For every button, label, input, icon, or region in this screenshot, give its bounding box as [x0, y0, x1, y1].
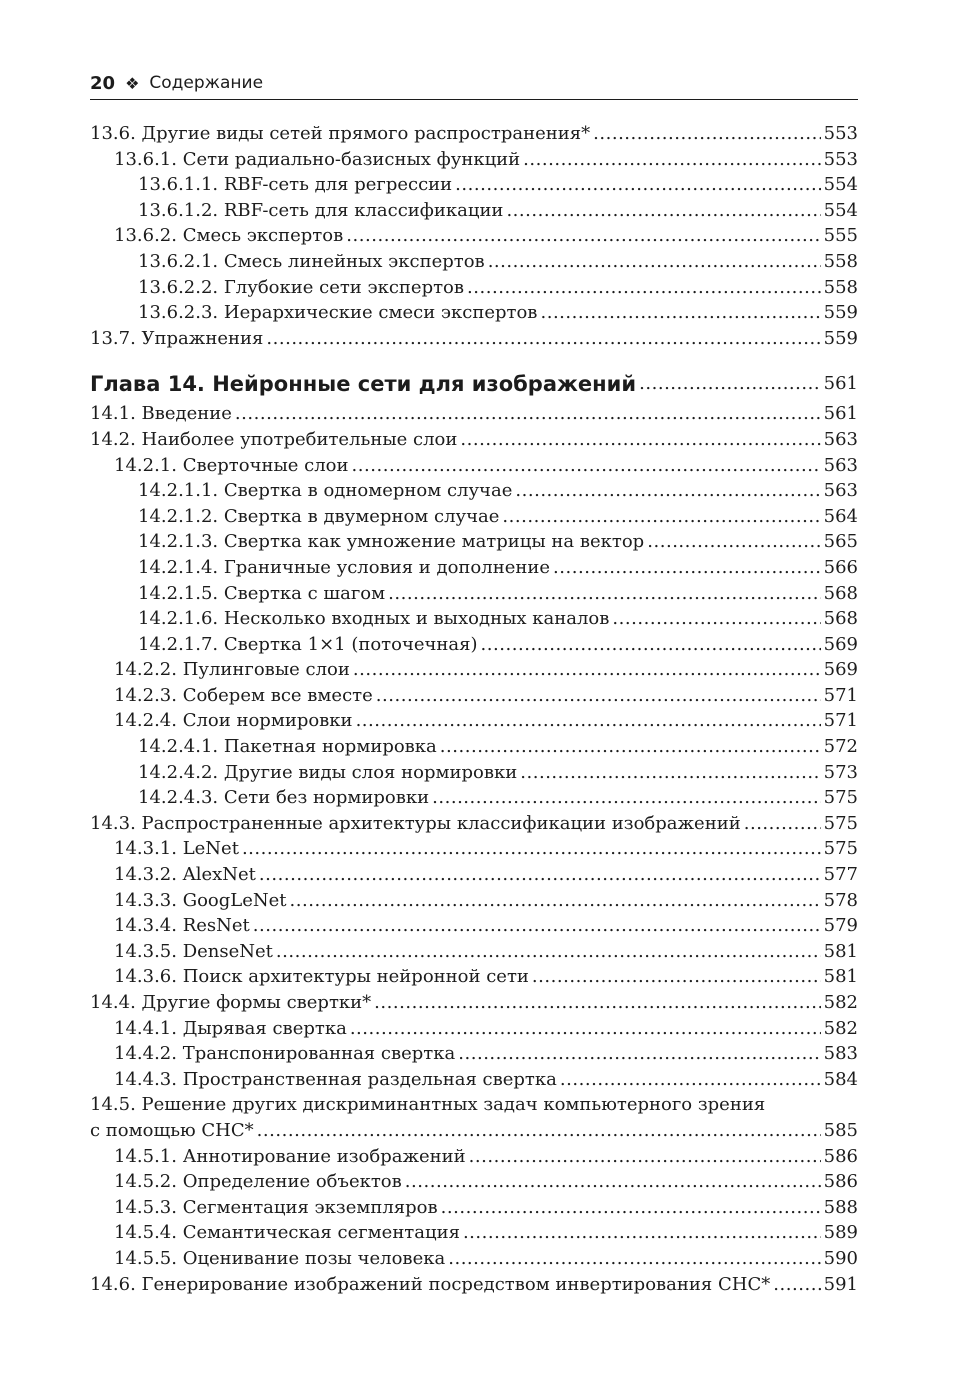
dot-leader	[405, 1169, 821, 1195]
toc-entry-title: 14.3.1. LeNet	[114, 838, 239, 860]
ornament-icon: ❖	[125, 73, 140, 93]
toc-entry-title: 14.2.1.3. Свертка как умножение матрицы на вектор	[138, 531, 645, 553]
dot-leader	[432, 785, 821, 811]
toc-page-number: 571	[823, 710, 858, 732]
toc-page-number: 569	[823, 659, 858, 681]
toc-entry[interactable]	[90, 1246, 858, 1272]
toc-page-number: 575	[823, 787, 858, 809]
dot-leader	[346, 223, 820, 249]
header-rule	[90, 99, 858, 100]
toc-entry-title: 14.1. Введение	[90, 403, 232, 425]
toc-page-number: 563	[823, 480, 858, 502]
toc-entry[interactable]	[90, 1272, 858, 1298]
dot-leader	[253, 913, 821, 939]
toc-page-number: 558	[823, 276, 858, 298]
dot-leader	[266, 326, 820, 352]
dot-leader	[235, 401, 821, 427]
toc-entry-title: 13.6. Другие виды сетей прямого распространения*	[90, 123, 591, 144]
dot-leader	[520, 760, 820, 786]
toc-page-number: 586	[823, 1171, 858, 1193]
dot-leader	[502, 504, 820, 530]
dot-leader	[463, 1220, 821, 1246]
dot-leader	[467, 275, 821, 301]
toc-page-number: 565	[823, 531, 858, 553]
toc-page-number: 568	[823, 608, 858, 630]
dot-leader	[290, 888, 821, 914]
dot-leader	[540, 300, 820, 326]
toc-chapter-entry[interactable]	[90, 351, 858, 401]
toc-entry[interactable]	[90, 147, 858, 173]
dot-leader	[481, 632, 821, 658]
toc-entry-title: 13.6.2.2. Глубокие сети экспертов	[138, 276, 465, 298]
toc-entry[interactable]	[90, 172, 858, 198]
toc-entry-title: 14.3.2. AlexNet	[114, 864, 256, 886]
toc-page-number: 561	[823, 403, 858, 425]
toc-entry[interactable]	[90, 198, 858, 224]
toc-entry[interactable]	[90, 657, 858, 683]
dot-leader	[276, 939, 821, 965]
toc-entry-title: 14.4.3. Пространственная раздельная свертка	[114, 1068, 557, 1090]
toc-entry[interactable]	[90, 478, 858, 504]
dot-leader	[744, 811, 821, 837]
toc-page-number: 585	[823, 1119, 858, 1141]
toc-entry-title: 13.6.2.1. Смесь линейных экспертов	[138, 250, 485, 272]
dot-leader	[488, 249, 821, 275]
toc-page-number: 583	[823, 1043, 858, 1065]
toc-entry[interactable]	[90, 606, 858, 632]
toc-entry[interactable]	[90, 1041, 858, 1067]
toc-entry-title: 14.2.1.1. Свертка в одномерном случае	[138, 480, 513, 502]
page-number: 20	[90, 72, 116, 94]
toc-entry[interactable]	[90, 939, 858, 965]
dot-leader	[553, 555, 821, 581]
toc-entry-title: 13.6.2.3. Иерархические смеси экспертов	[138, 302, 538, 324]
toc-entry[interactable]	[90, 836, 858, 862]
toc-entry[interactable]	[90, 990, 858, 1016]
toc-entry-title: 14.2.1. Сверточные слои	[114, 454, 349, 476]
toc-entry-title: 14.4.2. Транспонированная свертка	[114, 1043, 456, 1065]
dot-leader	[441, 1195, 821, 1221]
toc-entry-title: 13.6.1. Сети радиально-базисных функций	[114, 148, 521, 170]
toc-entry-title: 14.5. Решение других дискриминантных задач компьютерного зрения	[90, 1094, 766, 1116]
dot-leader	[356, 708, 821, 734]
toc-page-number: 586	[823, 1145, 858, 1167]
toc-entry[interactable]	[90, 555, 858, 581]
toc-entry[interactable]	[90, 1195, 858, 1221]
running-title: Содержание	[149, 73, 264, 93]
toc-entry-title: Глава 14. Нейронные сети для изображений	[90, 372, 637, 397]
toc-entry[interactable]	[90, 326, 858, 352]
toc-entry-title: 14.5.4. Семантическая сегментация	[114, 1222, 460, 1244]
toc-entry-title: 14.2.1.4. Граничные условия и дополнение	[138, 556, 550, 578]
toc-entry[interactable]	[90, 708, 858, 734]
toc-page-number: 571	[823, 684, 858, 706]
toc-entry[interactable]	[90, 300, 858, 326]
toc-entry[interactable]	[90, 1144, 858, 1170]
dot-leader	[612, 606, 820, 632]
toc-page-number: 584	[823, 1068, 858, 1090]
toc-entry[interactable]	[90, 888, 858, 914]
toc-entry[interactable]	[90, 504, 858, 530]
toc-page-number: 577	[823, 864, 858, 886]
toc-page-number: 588	[823, 1196, 858, 1218]
toc-page-number: 553	[823, 148, 858, 170]
toc-entry-title: 14.2.1.7. Свертка 1×1 (поточечная)	[138, 633, 478, 655]
toc-page-number: 591	[823, 1273, 858, 1295]
toc-entry-title: 13.6.2. Смесь экспертов	[114, 225, 344, 247]
toc-entry-title: 14.5.2. Определение объектов	[114, 1171, 402, 1193]
toc-entry[interactable]	[90, 785, 858, 811]
toc-entry[interactable]	[90, 427, 858, 453]
toc-entry[interactable]	[90, 964, 858, 990]
toc-entry[interactable]	[90, 1016, 858, 1042]
toc-entry[interactable]	[90, 275, 858, 301]
toc-entry-title: с помощью СНС*	[90, 1119, 254, 1141]
dot-leader	[515, 478, 820, 504]
toc-page-number: 575	[823, 812, 858, 834]
toc-page-number: 581	[823, 940, 858, 962]
toc-page-number: 559	[823, 327, 858, 349]
toc-page-number: 578	[823, 889, 858, 911]
toc-entry[interactable]	[90, 760, 858, 786]
toc-page-number: 554	[823, 174, 858, 196]
toc-page-number: 563	[823, 454, 858, 476]
toc-entry-title: 14.3.5. DenseNet	[114, 940, 273, 962]
toc-page-number: 558	[823, 250, 858, 272]
dot-leader	[773, 1272, 820, 1298]
dot-leader	[647, 529, 820, 555]
toc-page-number: 563	[823, 428, 858, 450]
toc-entry-title: 14.2.4.1. Пакетная нормировка	[138, 736, 437, 758]
toc-entry-title: 14.2.4. Слои нормировки	[114, 710, 353, 732]
toc-entry-title: 14.2. Наиболее употребительные слои	[90, 428, 458, 450]
dot-leader	[259, 862, 821, 888]
toc-entry[interactable]	[90, 811, 858, 837]
table-of-contents	[90, 121, 858, 1297]
dot-leader	[388, 581, 820, 607]
toc-page-number: 566	[823, 556, 858, 578]
running-header	[90, 70, 858, 96]
toc-entry-title: 14.3.4. ResNet	[114, 915, 250, 937]
toc-entry[interactable]	[90, 913, 858, 939]
dot-leader	[460, 427, 820, 453]
toc-page-number: 554	[823, 199, 858, 221]
toc-entry-title: 14.2.1.5. Свертка с шагом	[138, 582, 386, 604]
toc-page-number: 559	[823, 302, 858, 324]
toc-entry[interactable]	[90, 249, 858, 275]
dot-leader	[350, 1016, 821, 1042]
toc-entry[interactable]	[90, 734, 858, 760]
toc-entry[interactable]	[90, 223, 858, 249]
dot-leader	[376, 683, 821, 709]
dot-leader	[353, 657, 821, 683]
toc-entry-title: 14.2.2. Пулинговые слои	[114, 659, 350, 681]
dot-leader	[593, 121, 821, 147]
dot-leader	[242, 836, 821, 862]
dot-leader	[440, 734, 821, 760]
toc-page-number: 568	[823, 582, 858, 604]
toc-entry[interactable]	[90, 453, 858, 479]
dot-leader	[448, 1246, 820, 1272]
toc-entry-title: 14.2.3. Соберем все вместе	[114, 684, 373, 706]
toc-entry[interactable]	[90, 1220, 858, 1246]
toc-entry[interactable]	[90, 632, 858, 658]
toc-page-number: 555	[823, 225, 858, 247]
dot-leader	[560, 1067, 821, 1093]
toc-page-number: 582	[823, 1017, 858, 1039]
dot-leader	[455, 172, 820, 198]
toc-entry[interactable]	[90, 862, 858, 888]
toc-entry-title: 14.5.1. Аннотирование изображений	[114, 1145, 466, 1167]
toc-entry-title: 13.7. Упражнения	[90, 327, 264, 349]
toc-page-number: 573	[823, 761, 858, 783]
toc-entry-continued[interactable]	[90, 1092, 858, 1118]
dot-leader	[639, 371, 821, 397]
toc-page-number: 581	[823, 966, 858, 988]
toc-entry-title: 14.4.1. Дырявая свертка	[114, 1017, 347, 1039]
toc-entry[interactable]	[90, 1169, 858, 1195]
toc-entry[interactable]	[90, 683, 858, 709]
toc-entry-title: 14.3.3. GoogLeNet	[114, 889, 287, 911]
toc-entry-title: 14.2.4.2. Другие виды слоя нормировки	[138, 761, 518, 783]
dot-leader	[257, 1118, 821, 1144]
toc-page-number: 569	[823, 633, 858, 655]
toc-entry-title: 13.6.1.2. RBF-сеть для классификации	[138, 199, 504, 221]
toc-page-number: 575	[823, 838, 858, 860]
dot-leader	[532, 964, 821, 990]
toc-page-number: 561	[823, 373, 858, 395]
toc-entry[interactable]	[90, 1067, 858, 1093]
toc-entry-title: 14.3.6. Поиск архитектуры нейронной сети	[114, 966, 529, 988]
toc-page-number: 579	[823, 915, 858, 937]
dot-leader	[458, 1041, 820, 1067]
dot-leader	[469, 1144, 821, 1170]
toc-page-number: 572	[823, 736, 858, 758]
toc-entry-title: 14.2.4.3. Сети без нормировки	[138, 787, 430, 809]
dot-leader	[506, 198, 820, 224]
toc-entry[interactable]	[90, 581, 858, 607]
toc-entry[interactable]	[90, 529, 858, 555]
toc-entry-title: 13.6.1.1. RBF-сеть для регрессии	[138, 174, 453, 196]
toc-entry-title: 14.6. Генерирование изображений посредством инвертирования СНС*	[90, 1273, 771, 1295]
toc-entry[interactable]	[90, 1118, 858, 1144]
toc-page-number: 589	[823, 1222, 858, 1244]
dot-leader	[352, 453, 821, 479]
toc-entry-title: 14.5.5. Оценивание позы человека	[114, 1247, 446, 1269]
toc-page-number: 590	[823, 1247, 858, 1269]
toc-entry-title: 14.4. Другие формы свертки*	[90, 992, 372, 1013]
toc-entry-title: 14.3. Распространенные архитектуры классификации изображений	[90, 812, 741, 834]
toc-entry-title: 14.2.1.6. Несколько входных и выходных каналов	[138, 608, 610, 630]
toc-page-number: 564	[823, 505, 858, 527]
toc-page-number: 582	[823, 992, 858, 1013]
dot-leader	[523, 147, 820, 173]
dot-leader	[374, 990, 820, 1016]
toc-entry[interactable]	[90, 121, 858, 147]
toc-entry[interactable]	[90, 401, 858, 427]
toc-page-number: 553	[823, 123, 858, 144]
toc-entry-title: 14.2.1.2. Свертка в двумерном случае	[138, 505, 500, 527]
toc-entry-title: 14.5.3. Сегментация экземпляров	[114, 1196, 438, 1218]
